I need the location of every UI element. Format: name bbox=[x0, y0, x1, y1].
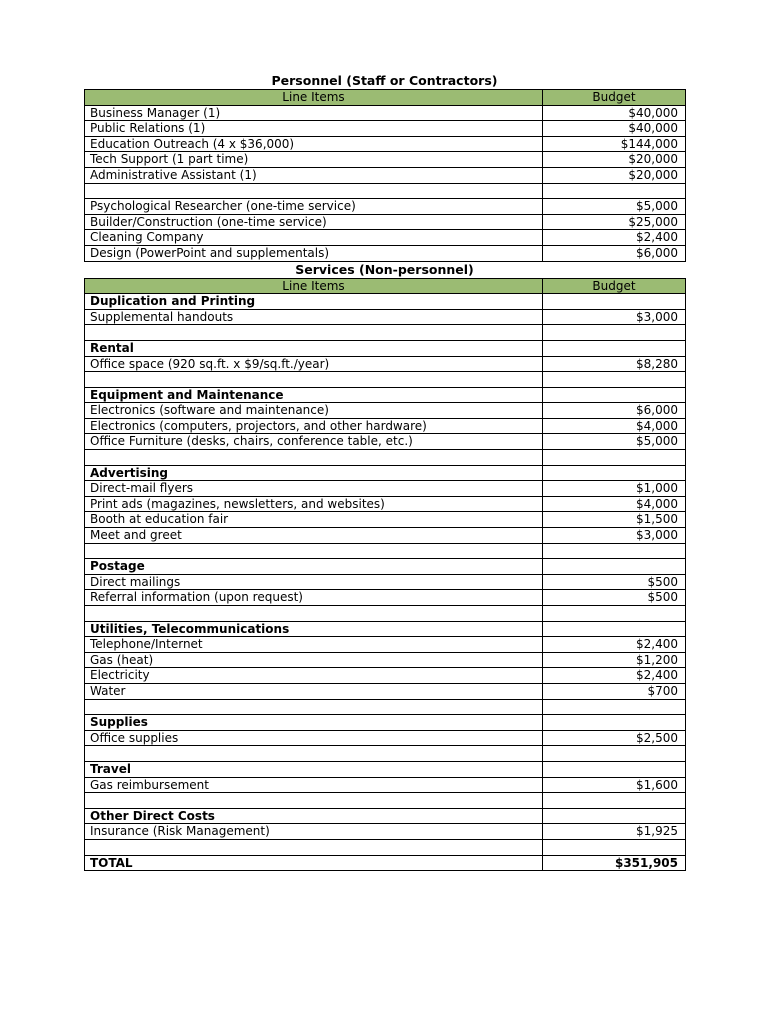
line-item-cell: Administrative Assistant (1) bbox=[85, 167, 543, 183]
budget-cell: $6,000 bbox=[543, 245, 686, 261]
budget-cell: $5,000 bbox=[543, 199, 686, 215]
table-row bbox=[85, 199, 686, 215]
budget-cell: $3,000 bbox=[543, 309, 686, 325]
line-item-cell bbox=[85, 372, 543, 388]
line-item-cell: Other Direct Costs bbox=[85, 808, 543, 824]
line-item-cell: Office space (920 sq.ft. x $9/sq.ft./year) bbox=[85, 356, 543, 372]
budget-cell bbox=[543, 699, 686, 715]
table-row bbox=[85, 574, 686, 590]
line-item-cell: Direct mailings bbox=[85, 574, 543, 590]
budget-cell: $5,000 bbox=[543, 434, 686, 450]
line-item-cell: Cleaning Company bbox=[85, 230, 543, 246]
line-item-cell: Supplies bbox=[85, 715, 543, 731]
services-title: Services (Non-personnel) bbox=[295, 261, 474, 277]
table-row bbox=[85, 403, 686, 419]
budget-cell bbox=[543, 839, 686, 855]
budget-cell bbox=[543, 325, 686, 341]
budget-cell: $3,000 bbox=[543, 528, 686, 544]
personnel-header-row bbox=[85, 90, 686, 106]
table-row bbox=[85, 183, 686, 199]
col-header-line-items: Line Items bbox=[85, 278, 543, 294]
budget-sheet bbox=[84, 73, 685, 871]
line-item-cell: Meet and greet bbox=[85, 528, 543, 544]
budget-cell bbox=[543, 606, 686, 622]
budget-cell bbox=[543, 340, 686, 356]
line-item-cell: Education Outreach (4 x $36,000) bbox=[85, 136, 543, 152]
table-row bbox=[85, 167, 686, 183]
table-row bbox=[85, 590, 686, 606]
services-header-row bbox=[85, 278, 686, 294]
line-item-cell: Supplemental handouts bbox=[85, 309, 543, 325]
table-row bbox=[85, 340, 686, 356]
line-item-cell: Tech Support (1 part time) bbox=[85, 152, 543, 168]
budget-cell: $2,400 bbox=[543, 637, 686, 653]
budget-cell: $1,200 bbox=[543, 652, 686, 668]
line-item-cell: Referral information (upon request) bbox=[85, 590, 543, 606]
col-header-line-items: Line Items bbox=[85, 90, 543, 106]
table-row bbox=[85, 325, 686, 341]
line-item-cell bbox=[85, 606, 543, 622]
table-row bbox=[85, 356, 686, 372]
line-item-cell: Water bbox=[85, 683, 543, 699]
budget-cell: $1,500 bbox=[543, 512, 686, 528]
line-item-cell: Advertising bbox=[85, 465, 543, 481]
budget-cell bbox=[543, 715, 686, 731]
line-item-cell: Office Furniture (desks, chairs, conference table, etc.) bbox=[85, 434, 543, 450]
budget-cell: $500 bbox=[543, 590, 686, 606]
budget-cell: $351,905 bbox=[543, 855, 686, 871]
line-item-cell: Telephone/Internet bbox=[85, 637, 543, 653]
table-row bbox=[85, 309, 686, 325]
col-header-budget: Budget bbox=[543, 90, 686, 106]
line-item-cell: Travel bbox=[85, 761, 543, 777]
table-row bbox=[85, 528, 686, 544]
budget-cell: $25,000 bbox=[543, 214, 686, 230]
table-row bbox=[85, 777, 686, 793]
table-row bbox=[85, 715, 686, 731]
budget-cell bbox=[543, 621, 686, 637]
table-row bbox=[85, 668, 686, 684]
table-row bbox=[85, 136, 686, 152]
table-row bbox=[85, 434, 686, 450]
table-row bbox=[85, 152, 686, 168]
budget-cell: $6,000 bbox=[543, 403, 686, 419]
table-row bbox=[85, 465, 686, 481]
line-item-cell: Psychological Researcher (one-time service) bbox=[85, 199, 543, 215]
table-row bbox=[85, 730, 686, 746]
table-row bbox=[85, 699, 686, 715]
line-item-cell: Booth at education fair bbox=[85, 512, 543, 528]
line-item-cell bbox=[85, 746, 543, 762]
line-item-cell: Duplication and Printing bbox=[85, 294, 543, 310]
table-row bbox=[85, 761, 686, 777]
table-row bbox=[85, 652, 686, 668]
table-row bbox=[85, 418, 686, 434]
budget-cell bbox=[543, 387, 686, 403]
budget-cell: $40,000 bbox=[543, 105, 686, 121]
budget-cell bbox=[543, 543, 686, 559]
budget-cell: $500 bbox=[543, 574, 686, 590]
budget-cell: $4,000 bbox=[543, 418, 686, 434]
line-item-cell: Electricity bbox=[85, 668, 543, 684]
table-row bbox=[85, 839, 686, 855]
budget-cell bbox=[543, 183, 686, 199]
line-item-cell: Electronics (software and maintenance) bbox=[85, 403, 543, 419]
personnel-title: Personnel (Staff or Contractors) bbox=[271, 73, 498, 88]
table-row bbox=[85, 481, 686, 497]
table-row bbox=[85, 793, 686, 809]
budget-cell: $4,000 bbox=[543, 496, 686, 512]
budget-cell: $2,500 bbox=[543, 730, 686, 746]
budget-cell bbox=[543, 793, 686, 809]
line-item-cell: Direct-mail flyers bbox=[85, 481, 543, 497]
line-item-cell: Utilities, Telecommunications bbox=[85, 621, 543, 637]
budget-cell: $40,000 bbox=[543, 121, 686, 137]
line-item-cell: Insurance (Risk Management) bbox=[85, 824, 543, 840]
budget-cell bbox=[543, 559, 686, 575]
table-row bbox=[85, 683, 686, 699]
budget-cell: $700 bbox=[543, 683, 686, 699]
line-item-cell: Equipment and Maintenance bbox=[85, 387, 543, 403]
table-row bbox=[85, 214, 686, 230]
line-item-cell: Gas reimbursement bbox=[85, 777, 543, 793]
budget-cell bbox=[543, 294, 686, 310]
line-item-cell bbox=[85, 699, 543, 715]
table-row bbox=[85, 606, 686, 622]
budget-cell: $144,000 bbox=[543, 136, 686, 152]
table-row bbox=[85, 543, 686, 559]
line-item-cell bbox=[85, 450, 543, 466]
table-row bbox=[85, 824, 686, 840]
line-item-cell bbox=[85, 543, 543, 559]
line-item-cell: Electronics (computers, projectors, and other hardware) bbox=[85, 418, 543, 434]
table-row bbox=[85, 294, 686, 310]
line-item-cell: Design (PowerPoint and supplementals) bbox=[85, 245, 543, 261]
budget-cell bbox=[543, 746, 686, 762]
line-item-cell: Office supplies bbox=[85, 730, 543, 746]
budget-cell bbox=[543, 761, 686, 777]
table-row bbox=[85, 746, 686, 762]
table-row bbox=[85, 621, 686, 637]
table-row bbox=[85, 855, 686, 871]
budget-cell: $2,400 bbox=[543, 668, 686, 684]
line-item-cell: Business Manager (1) bbox=[85, 105, 543, 121]
table-row bbox=[85, 105, 686, 121]
line-item-cell: Postage bbox=[85, 559, 543, 575]
budget-cell: $2,400 bbox=[543, 230, 686, 246]
table-row bbox=[85, 512, 686, 528]
services-table bbox=[84, 278, 686, 872]
budget-cell: $8,280 bbox=[543, 356, 686, 372]
budget-cell bbox=[543, 465, 686, 481]
table-row bbox=[85, 637, 686, 653]
line-item-cell bbox=[85, 793, 543, 809]
line-item-cell bbox=[85, 325, 543, 341]
budget-cell: $1,600 bbox=[543, 777, 686, 793]
line-item-cell: Rental bbox=[85, 340, 543, 356]
line-item-cell: Public Relations (1) bbox=[85, 121, 543, 137]
line-item-cell: Print ads (magazines, newsletters, and websites) bbox=[85, 496, 543, 512]
col-header-budget: Budget bbox=[543, 278, 686, 294]
table-row bbox=[85, 230, 686, 246]
table-row bbox=[85, 496, 686, 512]
table-row bbox=[85, 121, 686, 137]
personnel-table bbox=[84, 89, 686, 262]
line-item-cell bbox=[85, 183, 543, 199]
budget-cell: $1,000 bbox=[543, 481, 686, 497]
line-item-cell: TOTAL bbox=[85, 855, 543, 871]
table-row bbox=[85, 372, 686, 388]
budget-cell: $20,000 bbox=[543, 152, 686, 168]
budget-cell bbox=[543, 372, 686, 388]
table-row bbox=[85, 559, 686, 575]
table-row bbox=[85, 245, 686, 261]
line-item-cell: Gas (heat) bbox=[85, 652, 543, 668]
line-item-cell: Builder/Construction (one-time service) bbox=[85, 214, 543, 230]
line-item-cell bbox=[85, 839, 543, 855]
budget-cell: $1,925 bbox=[543, 824, 686, 840]
budget-cell bbox=[543, 450, 686, 466]
budget-cell bbox=[543, 808, 686, 824]
budget-cell: $20,000 bbox=[543, 167, 686, 183]
table-row bbox=[85, 450, 686, 466]
table-row bbox=[85, 808, 686, 824]
table-row bbox=[85, 387, 686, 403]
